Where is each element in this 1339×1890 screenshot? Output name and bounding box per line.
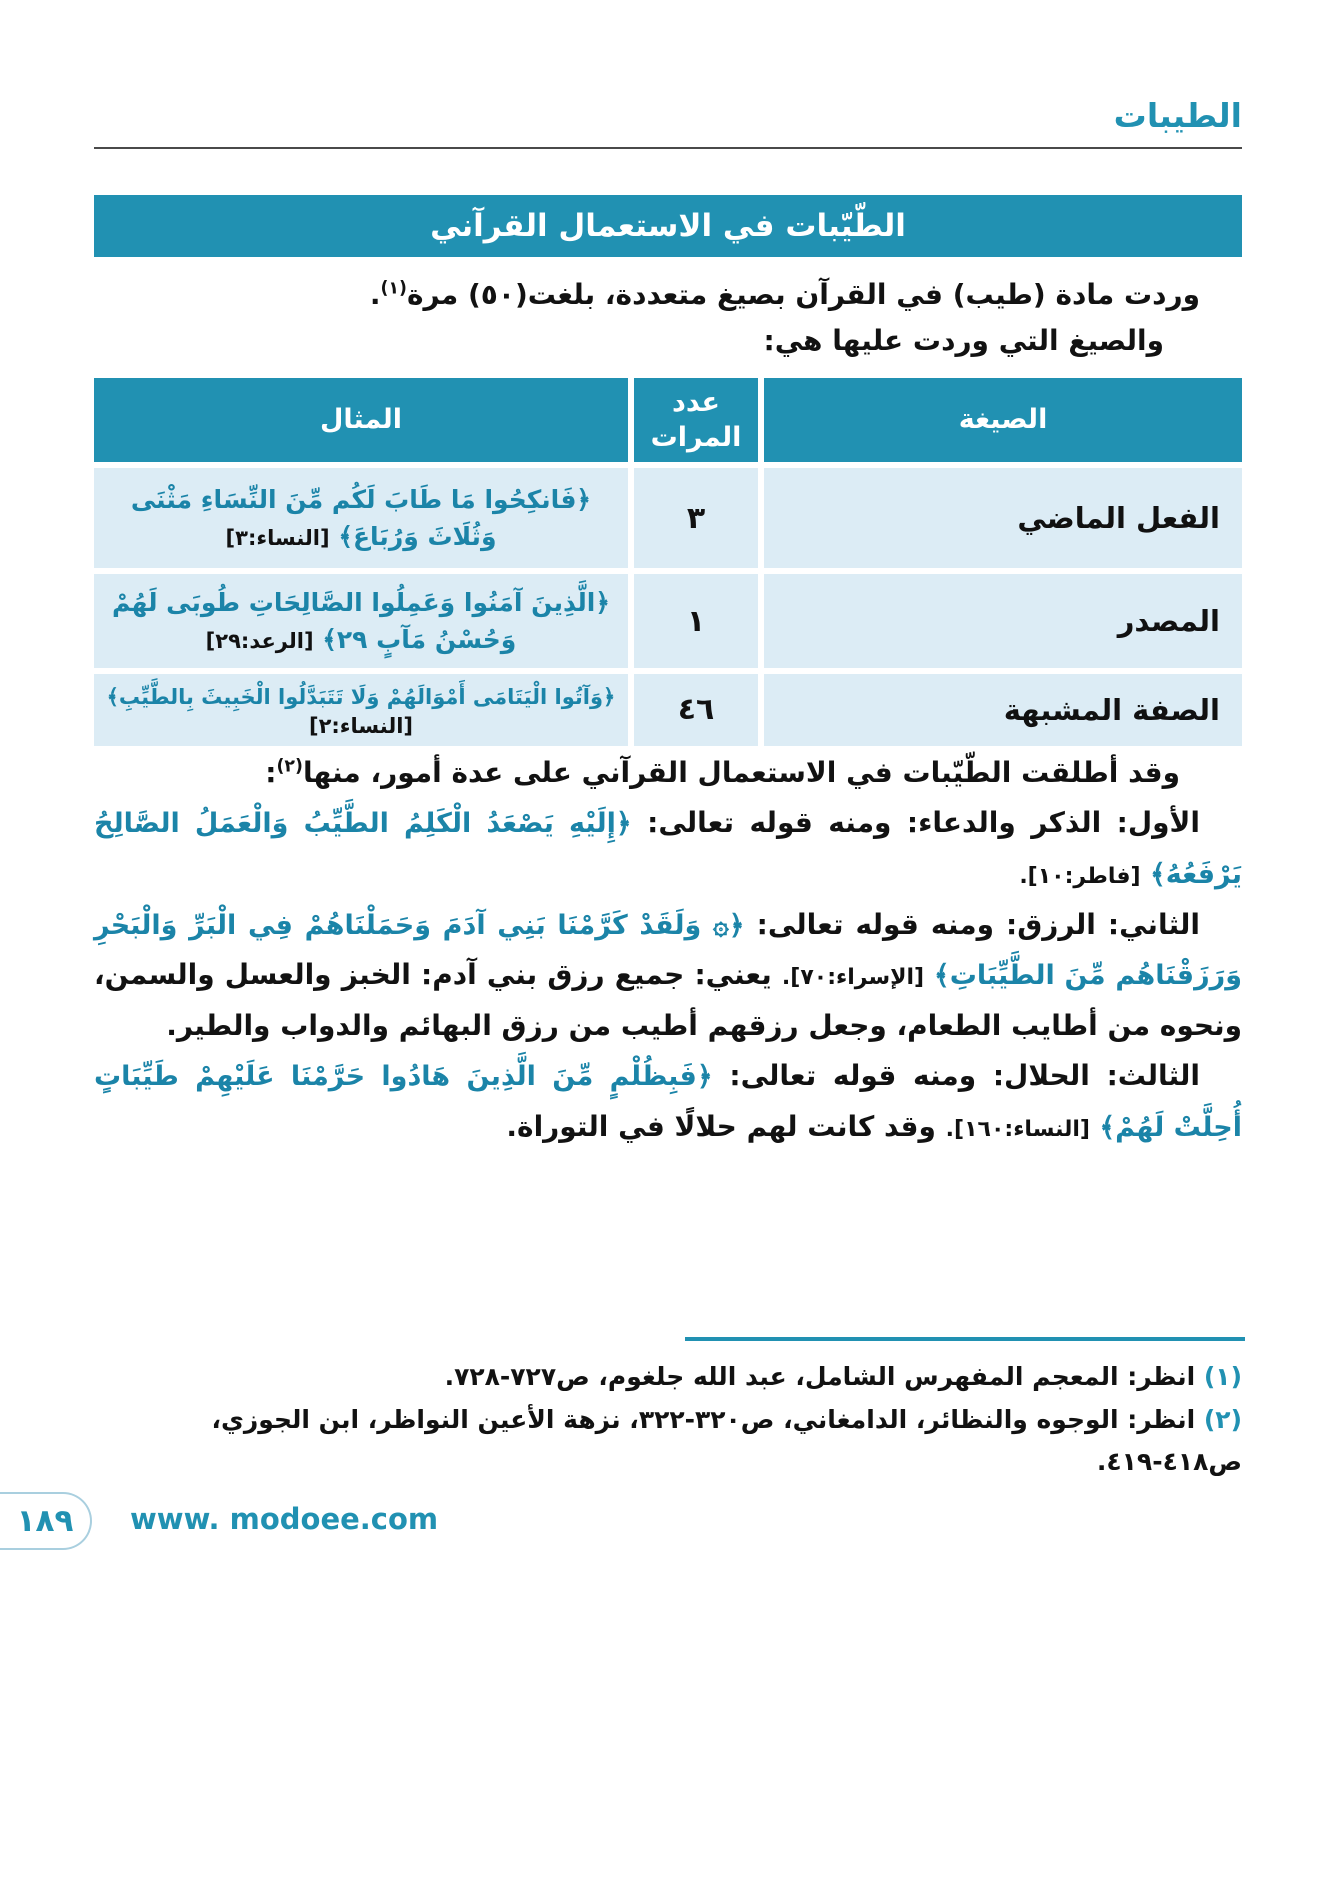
quran-verse: ﴿فَانكِحُوا مَا طَابَ لَكُم مِّنَ النِّسَاءِ مَثْنَى وَثُلَاثَ وَرُبَاعَ﴾ xyxy=(130,484,592,551)
table-row xyxy=(94,468,1242,568)
verse-reference: [الرعد:٢٩] xyxy=(205,629,314,653)
section-lead: الحلال: ومنه قوله تعالى: xyxy=(712,1059,1107,1093)
table-row xyxy=(94,574,1242,668)
intro-paragraph xyxy=(94,272,1242,364)
quran-verse: ﴿إِلَيْهِ يَصْعَدُ الْكَلِمُ الطَّيِّبُ وَالْعَمَلُ الصَّالِحُ يَرْفَعُهُ﴾ xyxy=(94,808,1242,890)
example-cell xyxy=(94,468,628,568)
running-header xyxy=(94,96,1242,149)
section-label: الثالث: xyxy=(1106,1059,1201,1093)
section-paragraph-third xyxy=(94,1051,1242,1152)
quran-verse: ﴿وَآتُوا الْيَتَامَى أَمْوَالَهُمْ وَلَا تَتَبَدَّلُوا الْخَبِيثَ بِالطَّيِّبِ﴾ xyxy=(106,685,616,709)
footnote-marker-2: (٢) xyxy=(276,756,303,777)
section-after: وقد كانت لهم حلالًا في التوراة. xyxy=(506,1109,946,1143)
footnote-text: انظر: الوجوه والنظائر، الدامغاني، ص٣٢٠-٣٢٢، نزهة الأعين النواظر، ابن الجوزي، ص٤١٨-٤١٩. xyxy=(211,1404,1242,1476)
footnote-text: انظر: المعجم المفهرس الشامل، عبد الله جلغوم، ص٧٢٧-٧٢٨. xyxy=(444,1362,1196,1391)
quran-verse: ﴿فَبِظُلْمٍ مِّنَ الَّذِينَ هَادُوا حَرَّمْنَا عَلَيْهِمْ طَيِّبَاتٍ أُحِلَّتْ لَهُمْ﴾ xyxy=(94,1061,1242,1143)
intro-line-1-period: . xyxy=(369,278,381,311)
verse-reference: [النساء:٣] xyxy=(225,526,330,550)
website-link[interactable]: www. modoee.com xyxy=(130,1502,439,1536)
table-header-count: عدد المرات xyxy=(634,378,758,462)
page-number-badge xyxy=(0,1492,92,1550)
intro-line-1 xyxy=(94,272,1242,318)
footnote-item xyxy=(94,1356,1242,1399)
count-value: ٤٦ xyxy=(634,674,758,746)
section-paragraph-second xyxy=(94,900,1242,1052)
lead-colon: : xyxy=(265,756,277,789)
page-number: ١٨٩ xyxy=(16,1503,74,1539)
table-header-row xyxy=(94,378,1242,462)
lead-paragraph xyxy=(94,748,1242,798)
verse-reference: [النساء:٢] xyxy=(308,713,414,738)
section-lead: الرزق: ومنه قوله تعالى: xyxy=(744,907,1108,941)
quran-verse: ﴿۞ وَلَقَدْ كَرَّمْنَا بَنِي آدَمَ وَحَمَلْنَاهُمْ فِي الْبَرِّ وَالْبَحْرِ وَرَزَقْنَاهُم مِّنَ الطَّيِّبَاتِ﴾ xyxy=(94,909,1242,992)
quran-verse: ﴿الَّذِينَ آمَنُوا وَعَمِلُوا الصَّالِحَاتِ طُوبَى لَهُمْ وَحُسْنُ مَآبٍ ٢٩﴾ xyxy=(111,587,611,654)
footnotes xyxy=(94,1356,1242,1484)
form-label: الفعل الماضي xyxy=(764,468,1242,568)
form-label: الصفة المشبهة xyxy=(764,674,1242,746)
running-header-title: الطيبات xyxy=(1113,96,1242,135)
example-cell xyxy=(94,574,628,668)
count-value: ٣ xyxy=(634,468,758,568)
intro-line-2: والصيغ التي وردت عليها هي: xyxy=(763,324,1164,358)
body-text xyxy=(94,748,1242,1152)
section-title-text: الطّيّبات في الاستعمال القرآني xyxy=(430,208,906,244)
count-value: ١ xyxy=(634,574,758,668)
table-header-form: الصيغة xyxy=(764,378,1242,462)
table-row xyxy=(94,674,1242,746)
intro-line-1-text: وردت مادة (طيب) في القرآن بصيغ متعددة، بلغت(٥٠) مرة xyxy=(406,278,1200,311)
footnote-item xyxy=(94,1399,1242,1484)
footnote-divider xyxy=(685,1337,1245,1341)
section-paragraph-first xyxy=(94,798,1242,899)
verse-reference: [فاطر:١٠]. xyxy=(1019,863,1141,889)
section-label: الثاني: xyxy=(1107,907,1200,941)
example-cell xyxy=(94,674,628,746)
table-header-example: المثال xyxy=(94,378,628,462)
footnote-number: (١) xyxy=(1195,1362,1242,1391)
section-label: الأول: xyxy=(1116,806,1200,840)
footnote-marker-1: (١) xyxy=(380,278,407,299)
lead-text: وقد أطلقت الطّيّبات في الاستعمال القرآني على عدة أمور، منها xyxy=(302,756,1180,789)
section-title-bar xyxy=(94,195,1242,257)
section-lead: الذكر والدعاء: ومنه قوله تعالى: xyxy=(631,806,1117,840)
verse-reference: [الإسراء:٧٠]. xyxy=(781,965,925,991)
footnote-number: (٢) xyxy=(1195,1404,1242,1434)
form-label: المصدر xyxy=(764,574,1242,668)
section-after: يعني: جميع رزق بني آدم: الخبز والعسل والسمن، ونحوه من أطايب الطعام، وجعل رزقهم أطيب من رزق البهائم والدواب والطير. xyxy=(94,958,1242,1042)
verse-reference: [النساء:١٦٠]. xyxy=(945,1116,1090,1142)
forms-table xyxy=(94,378,1242,752)
